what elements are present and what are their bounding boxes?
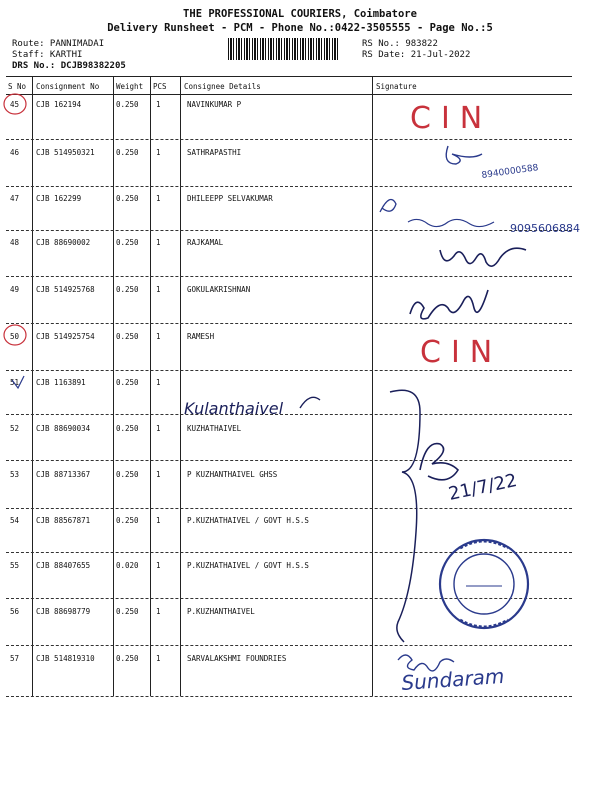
row-weight: 0.250 <box>116 378 139 387</box>
row-consignment: CJB 514925754 <box>36 332 95 341</box>
stamp-text-arc <box>460 541 508 548</box>
row-consignment: CJB 88713367 <box>36 470 91 479</box>
col-header-weight: Weight <box>116 82 144 91</box>
row-weight: 0.250 <box>116 194 139 203</box>
runsheet-subtitle: Delivery Runsheet - PCM - Phone No.:0422-3505555 - Page No.:5 <box>107 22 493 34</box>
row-pcs: 1 <box>156 561 161 570</box>
signature-rows-52-53 <box>420 444 458 480</box>
signature-row-49 <box>410 290 488 319</box>
row-weight: 0.250 <box>116 148 139 157</box>
row-weight: 0.250 <box>116 470 139 479</box>
col-header-pcs: PCS <box>153 82 167 91</box>
row-pcs: 1 <box>156 607 161 616</box>
row-sno: 53 <box>10 470 20 479</box>
row-consignee: KUZHATHAIVEL <box>187 424 242 433</box>
tamil-name-scribble <box>408 219 494 226</box>
official-stamp-inner-ring <box>454 554 514 614</box>
red-circle-mark <box>4 325 26 345</box>
row-consignment: CJB 514925768 <box>36 285 95 294</box>
row-sno: 46 <box>10 148 20 157</box>
row-consignee: P.KUZHANTHAIVEL <box>187 607 255 616</box>
row-pcs: 1 <box>156 470 161 479</box>
row-consignment: CJB 88698779 <box>36 607 91 616</box>
row-sno: 56 <box>10 607 20 616</box>
row-weight: 0.250 <box>116 100 139 109</box>
stamp-text-arc <box>460 620 508 627</box>
row-consignment: CJB 1163891 <box>36 378 86 387</box>
row-weight: 0.250 <box>116 424 139 433</box>
row-consignee: NAVINKUMAR P <box>187 100 242 109</box>
row-consignment: CJB 88407655 <box>36 561 91 570</box>
rs-number: RS No.: 983822 <box>362 39 438 49</box>
row-weight: 0.250 <box>116 516 139 525</box>
col-header-consignee: Consignee Details <box>184 82 261 91</box>
row-weight: 0.250 <box>116 654 139 663</box>
row-consignment: CJB 88690002 <box>36 238 91 247</box>
row-pcs: 1 <box>156 238 161 247</box>
underline-stroke <box>300 397 320 408</box>
staff-label: Staff: KARTHI <box>12 50 83 60</box>
row-pcs: 1 <box>156 654 161 663</box>
phone-note: 8940000588 <box>481 163 540 181</box>
row-sno: 45 <box>10 100 20 109</box>
kulanthaivel-handwriting: Kulanthaivel <box>184 399 284 418</box>
row-consignment: CJB 162194 <box>36 100 82 109</box>
row-sno: 48 <box>10 238 20 247</box>
route-label: Route: PANNIMADAI <box>12 39 105 49</box>
col-header-signature: Signature <box>376 82 417 91</box>
sundaram-handwriting: Sundaram <box>400 663 506 695</box>
row-consignee: RAJKAMAL <box>187 238 224 247</box>
cin-annotation-1: CIN <box>410 101 493 136</box>
row-sno: 54 <box>10 516 20 525</box>
row-sno: 52 <box>10 424 20 433</box>
row-pcs: 1 <box>156 100 161 109</box>
row-pcs: 1 <box>156 194 161 203</box>
row-consignment: CJB 88567871 <box>36 516 91 525</box>
red-circle-mark <box>4 94 26 114</box>
row-consignment: CJB 88690034 <box>36 424 91 433</box>
row-sno: 57 <box>10 654 20 663</box>
bracket-stroke <box>390 390 420 642</box>
row-consignee: SATHRAPASTHI <box>187 148 242 157</box>
row-pcs: 1 <box>156 332 161 341</box>
row-pcs: 1 <box>156 424 161 433</box>
row-sno: 55 <box>10 561 20 570</box>
row-consignment: CJB 514819310 <box>36 654 95 663</box>
row-consignee: P.KUZHATHAIVEL / GOVT H.S.S <box>187 516 309 525</box>
col-header-consignment: Consignment No <box>36 82 100 91</box>
row-sno: 51 <box>10 378 20 387</box>
row-consignee: GOKULAKRISHNAN <box>187 285 251 294</box>
row-consignee: SARVALAKSHMI FOUNDRIES <box>187 654 287 663</box>
official-stamp <box>440 540 528 628</box>
row-consignee: DHILEEPP SELVAKUMAR <box>187 194 273 203</box>
row-consignee: RAMESH <box>187 332 215 341</box>
company-title: THE PROFESSIONAL COURIERS, Coimbatore <box>183 8 417 20</box>
row-pcs: 1 <box>156 516 161 525</box>
row-consignee: P KUZHANTHAIVEL GHSS <box>187 470 278 479</box>
signature-row-47 <box>380 200 396 213</box>
cin-annotation-2: CIN <box>420 335 503 370</box>
row-sno: 50 <box>10 332 20 341</box>
row-pcs: 1 <box>156 378 161 387</box>
row-weight: 0.250 <box>116 238 139 247</box>
row-sno: 47 <box>10 194 20 203</box>
row-consignee: P.KUZHATHAIVEL / GOVT H.S.S <box>187 561 309 570</box>
signature-row-46 <box>446 146 482 164</box>
row-weight: 0.250 <box>116 285 139 294</box>
row-sno: 49 <box>10 285 20 294</box>
drs-number: DRS No.: DCJB98382205 <box>12 61 126 71</box>
row-pcs: 1 <box>156 285 161 294</box>
name-phone-note: 9095606884 <box>510 222 580 235</box>
rs-date: RS Date: 21-Jul-2022 <box>362 50 471 60</box>
row-consignment: CJB 514950321 <box>36 148 95 157</box>
row-weight: 0.250 <box>116 607 139 616</box>
row-weight: 0.250 <box>116 332 139 341</box>
row-pcs: 1 <box>156 148 161 157</box>
signature-row-48 <box>440 248 526 266</box>
col-header-sno: S No <box>8 82 27 91</box>
row-weight: 0.020 <box>116 561 139 570</box>
row-consignment: CJB 162299 <box>36 194 82 203</box>
tick-mark <box>12 376 24 388</box>
date-note: 21/7/22 <box>446 469 519 505</box>
